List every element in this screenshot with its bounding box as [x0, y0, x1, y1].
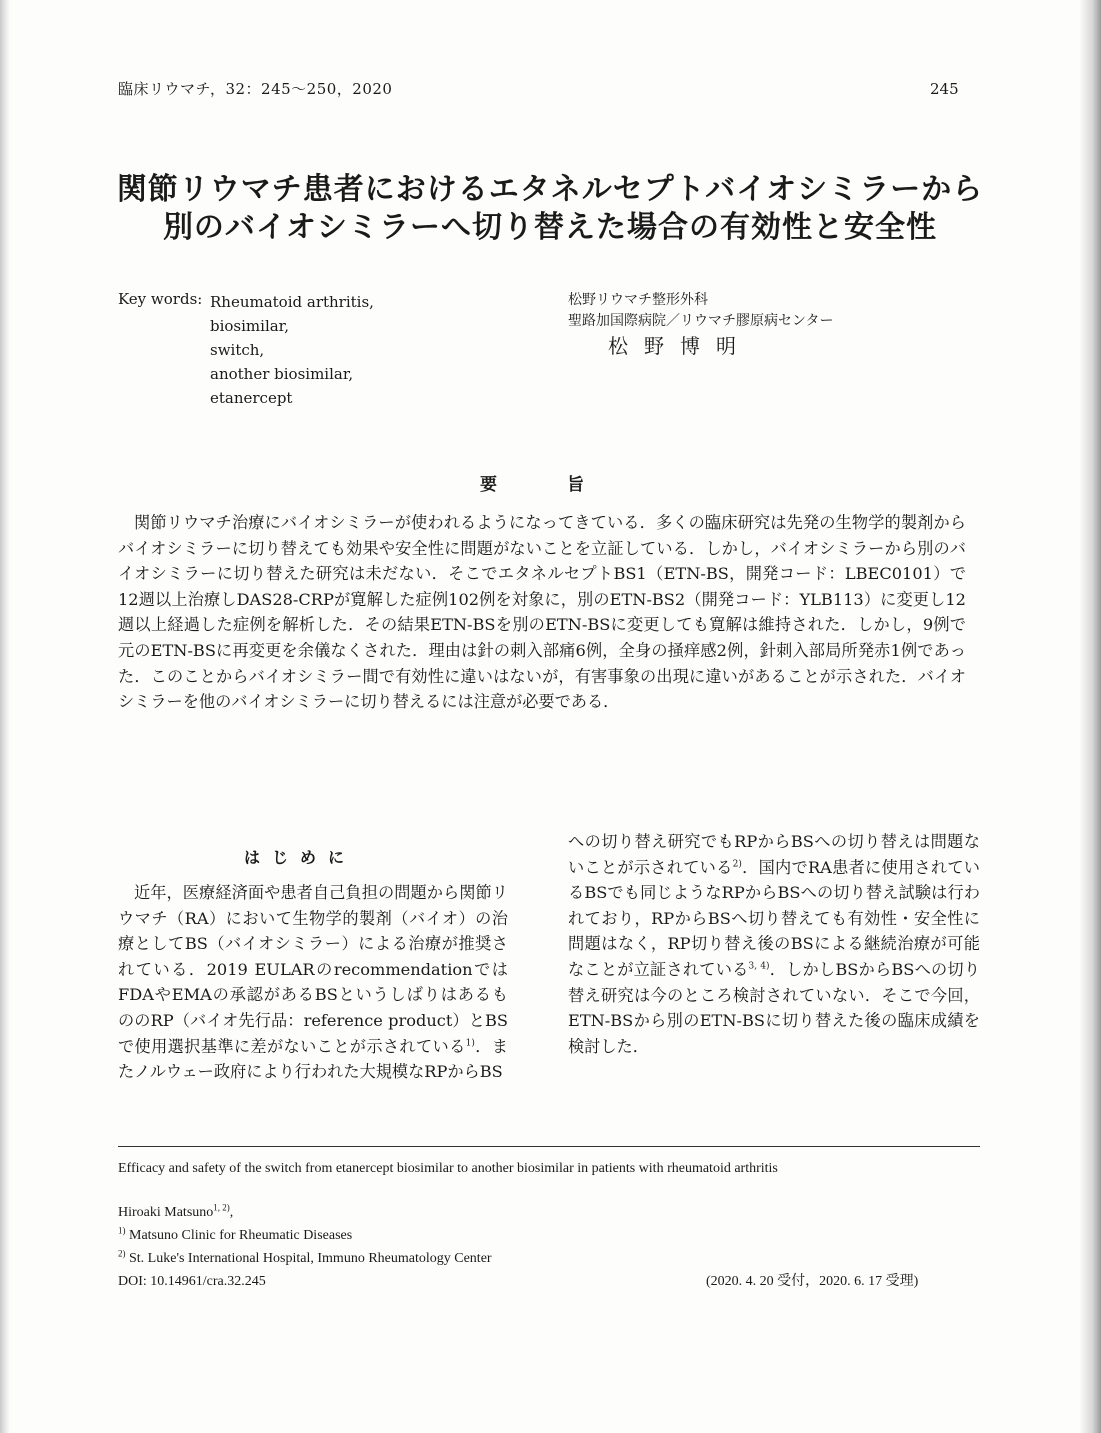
- intro-column-left: [118, 880, 508, 1085]
- keyword: switch,: [210, 341, 265, 359]
- affiliation-line2: 聖路加国際病院／リウマチ膠原病センター: [568, 313, 834, 329]
- keyword: biosimilar,: [210, 317, 289, 335]
- citation-ref: 2): [732, 859, 742, 870]
- english-title: Efficacy and safety of the switch from etanercept biosimilar to another biosimilar in patients with rheumatoid arthritis: [118, 1161, 778, 1176]
- author-affiliation-refs: 1, 2): [213, 1202, 230, 1213]
- doi[interactable]: DOI: 10.14961/cra.32.245: [118, 1274, 266, 1289]
- author-name: 松野博明: [608, 334, 752, 358]
- scan-edge-right: [1079, 0, 1101, 1433]
- page-number: 245: [930, 80, 959, 98]
- keywords-label: Key words:: [118, 290, 203, 308]
- journal-citation: 臨床リウマチ，32：245〜250，2020: [118, 80, 393, 98]
- footnote-divider: [118, 1146, 980, 1147]
- intro-text: 近年，医療経済面や患者自己負担の問題から関節リウマチ（RA）において生物学的製剤（バイオ）の治療としてBS（バイオシミラー）による治療が推奨されている．2019 EULARのrecommendationではFDAやEMAの承認があるBSというしばりはあるもののRP（バイオ先行品：reference product）とBSで使用選択基準に差がないことが示されている: [118, 883, 508, 1056]
- intro-text: ．またノルウェー政府により行われた大規模なRPからBS: [118, 1036, 508, 1082]
- article-title-line1: 関節リウマチ患者におけるエタネルセプトバイオシミラーから: [116, 172, 984, 207]
- english-affiliation-1: $^{1)}$ Matsuno Clinic for Rheumatic Diseases: [118, 1225, 353, 1243]
- intro-text: ．しかしBSからBSへの切り替え研究は今のところ検討されていない．そこで今回，ETN-BSから別のETN-BSに切り替えた後の臨床成績を検討した．: [568, 959, 981, 1056]
- keyword: etanercept: [210, 389, 293, 407]
- citation-ref: 3, 4): [748, 961, 770, 972]
- english-author: Hiroaki Matsuno$^{1, 2)}$,: [118, 1202, 234, 1220]
- keyword: Rheumatoid arthritis,: [210, 293, 374, 311]
- article-title-line2: 別のバイオシミラーへ切り替えた場合の有効性と安全性: [162, 210, 938, 245]
- abstract-body: 関節リウマチ治療にバイオシミラーが使われるようになってきている．多くの臨床研究は先発の生物学的製剤からバイオシミラーに切り替えても効果や安全性に問題がないことを立証している．しかし，バイオシミラーから別のバイオシミラーに切り替えた研究は未だない．そこでエタネルセプトBS1（ETN-BS，開発コード：LBEC0101）で12週以上治療しDAS28-CRPが寛解した症例102例を対象に，別のETN-BS2（開発コード：YLB113）に変更し12週以上経過した症例を解析した．その結果ETN-BSを別のETN-BSに変更しても寛解は維持された．しかし，9例で元のETN-BSに再変更を余儀なくされた．理由は針の刺入部痛6例，全身の掻痒感2例，針刺入部局所発赤1例であった．このことからバイオシミラー間で有効性に違いはないが，有害事象の出現に違いがあることが示された．バイオシミラーを他のバイオシミラーに切り替えるには注意が必要である．: [118, 513, 966, 712]
- section-heading-intro: はじめに: [244, 848, 357, 867]
- affiliation-line1: 松野リウマチ整形外科: [568, 292, 708, 308]
- affiliation-block: [568, 290, 833, 332]
- intro-text: への切り替え研究でもRPからBSへの切り替えは問題ないことが示されている: [568, 832, 980, 877]
- keywords-list: [210, 290, 374, 410]
- keyword: another biosimilar,: [210, 365, 354, 383]
- citation-ref: 1): [465, 1038, 475, 1049]
- english-affiliation-2: $^{2)}$ St. Luke's International Hospital, Immuno Rheumatology Center: [118, 1248, 492, 1266]
- abstract-heading: 要旨: [480, 475, 654, 495]
- intro-text: ．国内でRA患者に使用されているBSでも同じようなRPからBSへの切り替え試験は行われており，RPからBSへ切り替えても有効性・安全性に問題はなく，RP切り替え後のBSによる継続治療が可能なことが立証されている: [568, 857, 980, 979]
- scan-edge-left: [0, 0, 10, 1433]
- received-accepted-dates: (2020. 4. 20 受付，2020. 6. 17 受理): [706, 1274, 919, 1289]
- intro-column-right: [568, 829, 980, 1059]
